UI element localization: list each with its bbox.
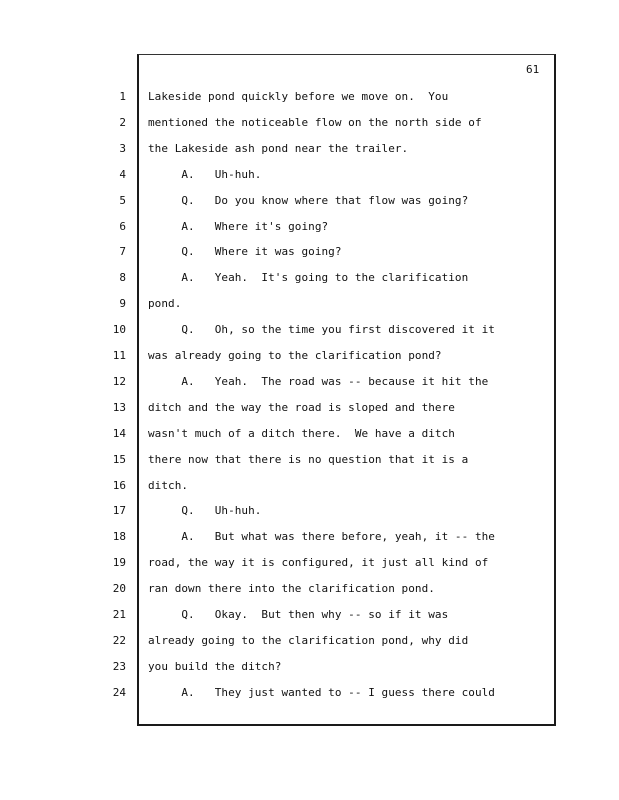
line-number: 16 xyxy=(112,479,126,492)
line-number: 12 xyxy=(112,375,126,388)
transcript-line: you build the ditch? xyxy=(148,660,282,673)
line-number: 21 xyxy=(112,608,126,621)
transcript-line: A. They just wanted to -- I guess there could xyxy=(148,686,495,699)
line-number: 3 xyxy=(119,142,126,155)
transcript-line: A. Uh-huh. xyxy=(148,168,262,181)
line-number: 13 xyxy=(112,401,126,414)
line-number: 9 xyxy=(119,297,126,310)
line-number: 17 xyxy=(112,504,126,517)
transcript-line: road, the way it is configured, it just all kind of xyxy=(148,556,489,569)
page-number: 61 xyxy=(526,63,540,76)
line-number: 10 xyxy=(112,323,126,336)
line-number: 6 xyxy=(119,220,126,233)
transcript-line: the Lakeside ash pond near the trailer. xyxy=(148,142,409,155)
line-number: 18 xyxy=(112,530,126,543)
transcript-line: pond. xyxy=(148,297,182,310)
line-number: 23 xyxy=(112,660,126,673)
transcript-line: Q. Okay. But then why -- so if it was xyxy=(148,608,449,621)
transcript-line: mentioned the noticeable flow on the north side of xyxy=(148,116,482,129)
line-number: 20 xyxy=(112,582,126,595)
transcript-line: ran down there into the clarification pond. xyxy=(148,582,435,595)
transcript-line: wasn't much of a ditch there. We have a ditch xyxy=(148,427,455,440)
line-number: 11 xyxy=(112,349,126,362)
transcript-line: Lakeside pond quickly before we move on. You xyxy=(148,90,449,103)
transcript-line: Q. Do you know where that flow was going? xyxy=(148,194,469,207)
line-number: 1 xyxy=(119,90,126,103)
transcript-line: ditch. xyxy=(148,479,189,492)
transcript-line: Q. Uh-huh. xyxy=(148,504,262,517)
transcript-line: A. Yeah. The road was -- because it hit the xyxy=(148,375,489,388)
line-number: 19 xyxy=(112,556,126,569)
line-number: 5 xyxy=(119,194,126,207)
line-number: 14 xyxy=(112,427,126,440)
transcript-line: ditch and the way the road is sloped and there xyxy=(148,401,455,414)
transcript-line: A. But what was there before, yeah, it -- the xyxy=(148,530,495,543)
line-number: 8 xyxy=(119,271,126,284)
line-number: 4 xyxy=(119,168,126,181)
transcript-line: was already going to the clarification pond? xyxy=(148,349,442,362)
line-number: 15 xyxy=(112,453,126,466)
transcript-line: A. Where it's going? xyxy=(148,220,329,233)
transcript-line: A. Yeah. It's going to the clarification xyxy=(148,271,469,284)
transcript-line: Q. Where it was going? xyxy=(148,245,342,258)
line-number: 24 xyxy=(112,686,126,699)
transcript-line: there now that there is no question that it is a xyxy=(148,453,469,466)
line-number: 2 xyxy=(119,116,126,129)
page-frame-bottom-border xyxy=(137,724,556,726)
line-number: 22 xyxy=(112,634,126,647)
line-number: 7 xyxy=(119,245,126,258)
transcript-line: Q. Oh, so the time you first discovered it it xyxy=(148,323,495,336)
transcript-line: already going to the clarification pond, why did xyxy=(148,634,469,647)
